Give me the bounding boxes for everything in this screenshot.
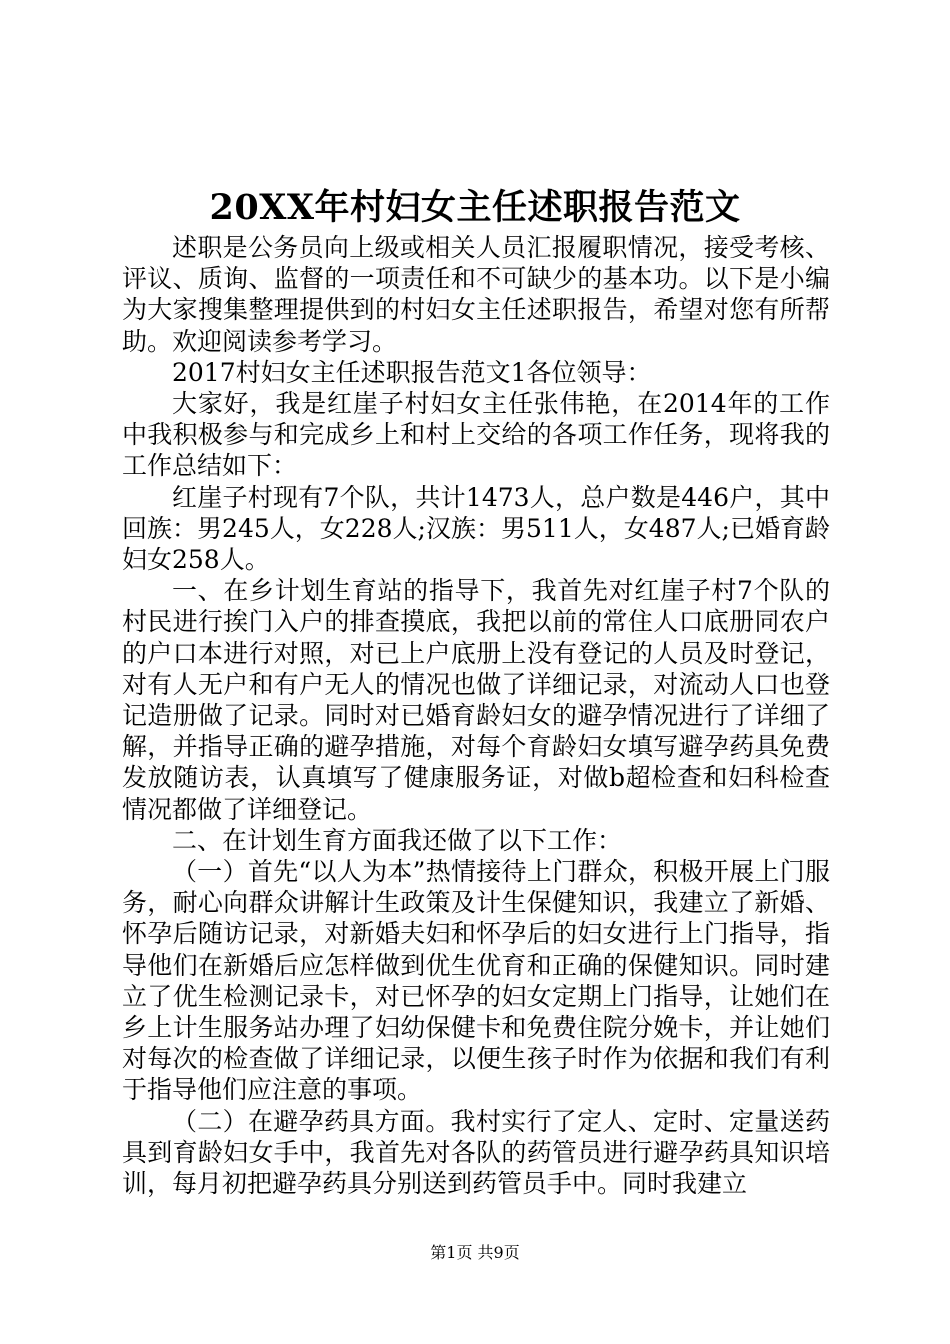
document-body — [122, 232, 830, 1199]
page-number-footer: 第1页 共9页 — [430, 1243, 520, 1262]
paragraph-section-2: 二、在计划生育方面我还做了以下工作： — [172, 825, 623, 855]
paragraph-intro: 述职是公务员向上级或相关人员汇报履职情况，接受考核、评议、质询、监督的一项责任和不可缺少的基本功。以下是小编为大家搜集整理提供到的村妇女主任述职报告，希望对您有所帮助。欢迎阅读参考学习。 — [122, 233, 830, 356]
paragraph-section-1: 一、在乡计划生育站的指导下，我首先对红崖子村7个队的村民进行挨门入户的排查摸底，我把以前的常住人口底册同农户的户口本进行对照，对已上户底册上没有登记的人员及时登记，对有人无户和有户无人的情况也做了详细记录，对流动人口也登记造册做了记录。同时对已婚育龄妇女的避孕情况进行了详细了解，并指导正确的避孕措施，对每个育龄妇女填写避孕药具免费发放随访表，认真填写了健康服务证，对做b超检查和妇科检查情况都做了详细登记。 — [122, 576, 830, 824]
paragraph-section-2-2: （二）在避孕药具方面。我村实行了定人、定时、定量送药具到育龄妇女手中，我首先对各队的药管员进行避孕药具知识培训，每月初把避孕药具分别送到药管员手中。同时我建立 — [122, 1106, 830, 1199]
paragraph-greeting: 大家好，我是红崖子村妇女主任张伟艳，在2014年的工作中我积极参与和完成乡上和村上交给的各项工作任务，现将我的工作总结如下： — [122, 389, 830, 481]
paragraph-section-2-1: （一）首先“以人为本”热情接待上门群众，积极开展上门服务，耐心向群众讲解计生政策及计生保健知识，我建立了新婚、怀孕后随访记录，对新婚夫妇和怀孕后的妇女进行上门指导，指导他们在新婚后应怎样做到优生优育和正确的保健知识。同时建立了优生检测记录卡，对已怀孕的妇女定期上门指导，让她们在乡上计生服务站办理了妇幼保健卡和免费住院分娩卡，并让她们对每次的检查做了详细记录，以便生孩子时作为依据和我们有利于指导他们应注意的事项。 — [122, 857, 830, 1105]
paragraph-heading: 2017村妇女主任述职报告范文1各位领导： — [172, 357, 652, 387]
document-title: 20XX年村妇女主任述职报告范文 — [209, 187, 741, 228]
paragraph-population: 红崖子村现有7个队，共计1473人，总户数是446户，其中回族：男245人，女228人;汉族：男511人，女487人;已婚育龄妇女258人。 — [122, 482, 830, 575]
